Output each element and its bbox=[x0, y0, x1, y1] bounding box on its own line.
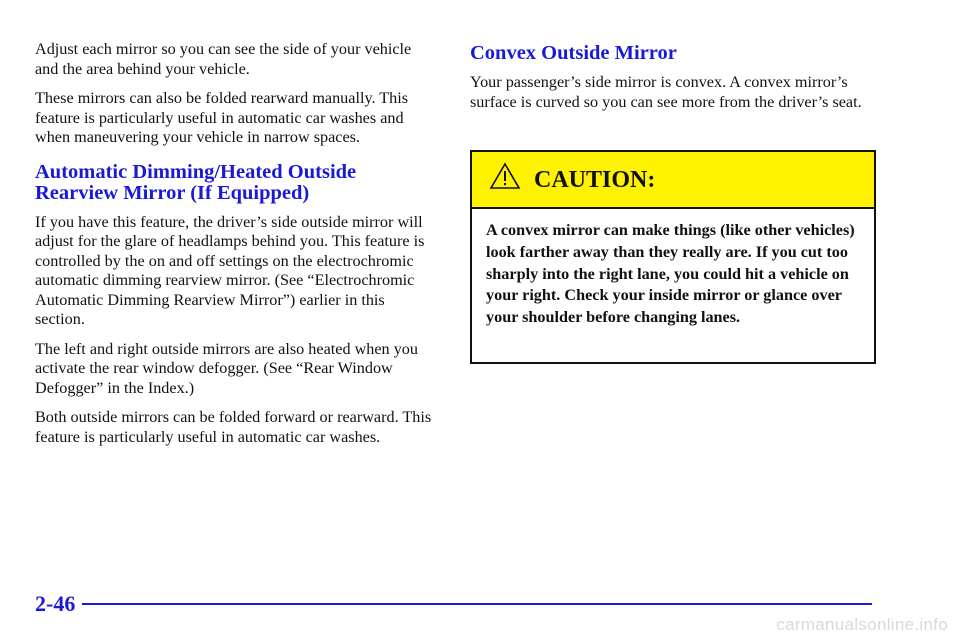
footer-divider bbox=[82, 603, 872, 605]
section-heading-convex-mirror: Convex Outside Mirror bbox=[470, 42, 677, 64]
caution-header bbox=[472, 152, 874, 209]
caution-text: A convex mirror can make things (like other vehicles) look farther away than they really are. If you cut too sharply into the right lane, you could hit a vehicle on your right. Check your inside mirror or glance over your shoulder before changing lanes. bbox=[486, 221, 855, 327]
body-paragraph: These mirrors can also be folded rearward manually. This feature is particularly useful in automatic car washes and when maneuvering your vehicle in narrow spaces. bbox=[35, 89, 409, 146]
watermark: carmanualsonline.info bbox=[776, 615, 948, 634]
caution-title: CAUTION: bbox=[534, 167, 656, 193]
section-heading-auto-dimming: Automatic Dimming/Heated Outside Rearview Mirror (If Equipped) bbox=[35, 160, 357, 204]
right-column bbox=[470, 40, 878, 122]
caution-box bbox=[470, 150, 876, 364]
body-paragraph: Your passenger’s side mirror is convex. A convex mirror’s surface is curved so you can see more from the driver’s seat. bbox=[470, 73, 862, 111]
body-paragraph: Both outside mirrors can be folded forward or rearward. This feature is particularly useful in automatic car washes. bbox=[35, 408, 432, 446]
body-paragraph: If you have this feature, the driver’s side outside mirror will adjust for the glare of headlamps behind you. This feature is controlled by the on and off settings on the electrochromic automatic dimming rearview mirror. (See “Electrochromic Automatic Dimming Rearview Mirror”) earlier in this section. bbox=[35, 212, 425, 328]
page-number: 2-46 bbox=[35, 591, 76, 616]
body-paragraph: The left and right outside mirrors are also heated when you activate the rear window defogger. (See “Rear Window Defogger” in the Index.) bbox=[35, 339, 418, 397]
warning-triangle-icon bbox=[489, 162, 521, 190]
body-paragraph: Adjust each mirror so you can see the side of your vehicle and the area behind your vehicle. bbox=[35, 40, 412, 78]
left-column bbox=[35, 40, 435, 457]
